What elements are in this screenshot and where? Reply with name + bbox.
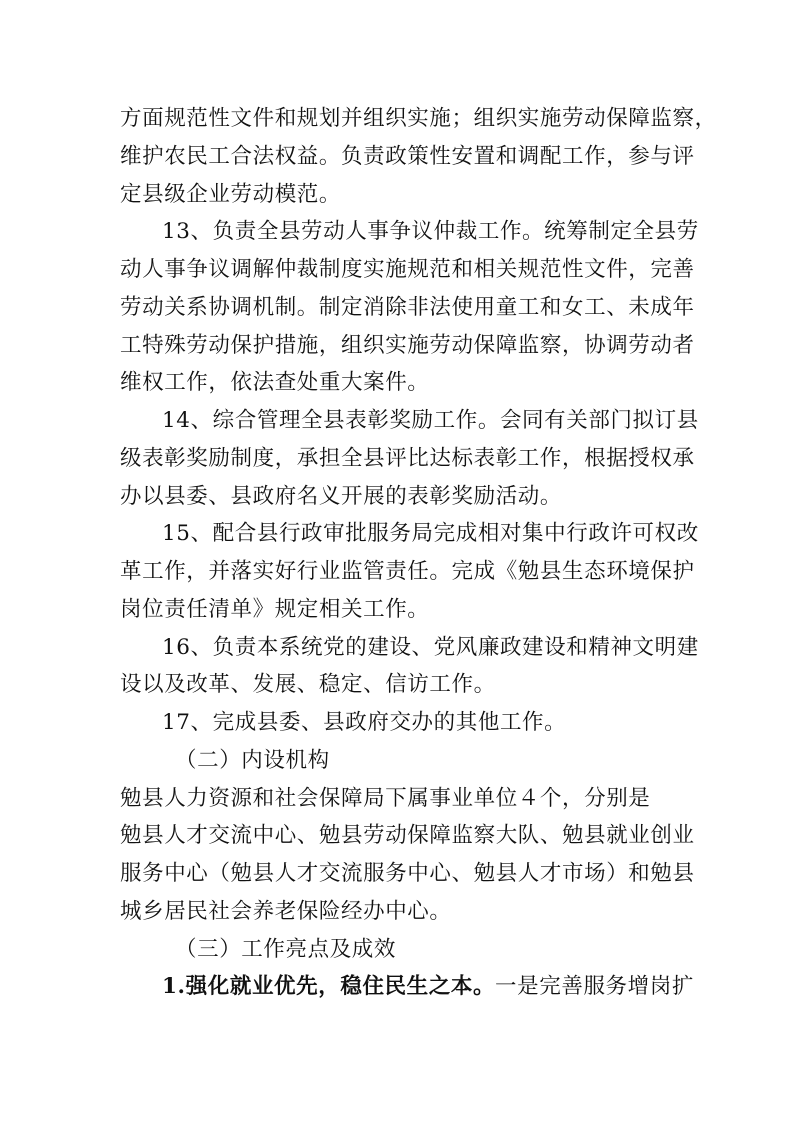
text-line: 勉县人才交流中心、勉县劳动保障监察大队、勉县就业创业: [120, 823, 695, 848]
text-line: 劳动关系协调机制。制定消除非法使用童工和女工、未成年: [120, 295, 695, 320]
text-line: 工特殊劳动保护措施，组织实施劳动保障监察，协调劳动者: [120, 333, 695, 358]
text-line: 办以县委、县政府名义开展的表彰奖励活动。: [120, 484, 563, 509]
text-line: 方面规范性文件和规划并组织实施；组织实施劳动保障监察，: [120, 106, 717, 131]
text-line: 动人事争议调解仲裁制度实施规范和相关规范性文件，完善: [120, 257, 695, 282]
text-line: 维权工作，依法查处重大案件。: [120, 370, 430, 395]
section-heading-highlights: （三）工作亮点及成效: [175, 937, 397, 962]
subsection-heading: 1.强化就业优先，稳住民生之本。: [162, 974, 496, 999]
text-line: 勉县人力资源和社会保障局下属事业单位４个，分别是: [120, 786, 651, 811]
text-line: 岗位责任清单》规定相关工作。: [120, 597, 430, 622]
paragraph-16-start: 16、负责本系统党的建设、党风廉政建设和精神文明建: [162, 635, 699, 660]
text-line: 定县级企业劳动模范。: [120, 182, 342, 207]
subsection-body: 一是完善服务增岗扩: [495, 974, 694, 999]
text-line: 级表彰奖励制度，承担全县评比达标表彰工作，根据授权承: [120, 446, 695, 471]
text-line: 维护农民工合法权益。负责政策性安置和调配工作，参与评: [120, 144, 695, 169]
text-line: 城乡居民社会养老保险经办中心。: [120, 899, 452, 924]
text-line: 革工作，并落实好行业监管责任。完成《勉县生态环境保护: [120, 559, 695, 584]
paragraph-13-start: 13、负责全县劳动人事争议仲裁工作。统筹制定全县劳: [162, 219, 699, 244]
paragraph-14-start: 14、综合管理全县表彰奖励工作。会同有关部门拟订县: [162, 408, 699, 433]
text-line: 设以及改革、发展、稳定、信访工作。: [120, 672, 496, 697]
subsection-heading-line: [162, 971, 793, 1003]
text-line: 服务中心（勉县人才交流服务中心、勉县人才市场）和勉县: [120, 861, 695, 886]
paragraph-17: 17、完成县委、县政府交办的其他工作。: [162, 710, 567, 735]
section-heading-internal-structure: （二）内设机构: [175, 748, 330, 773]
paragraph-15-start: 15、配合县行政审批服务局完成相对集中行政许可权改: [162, 521, 699, 546]
